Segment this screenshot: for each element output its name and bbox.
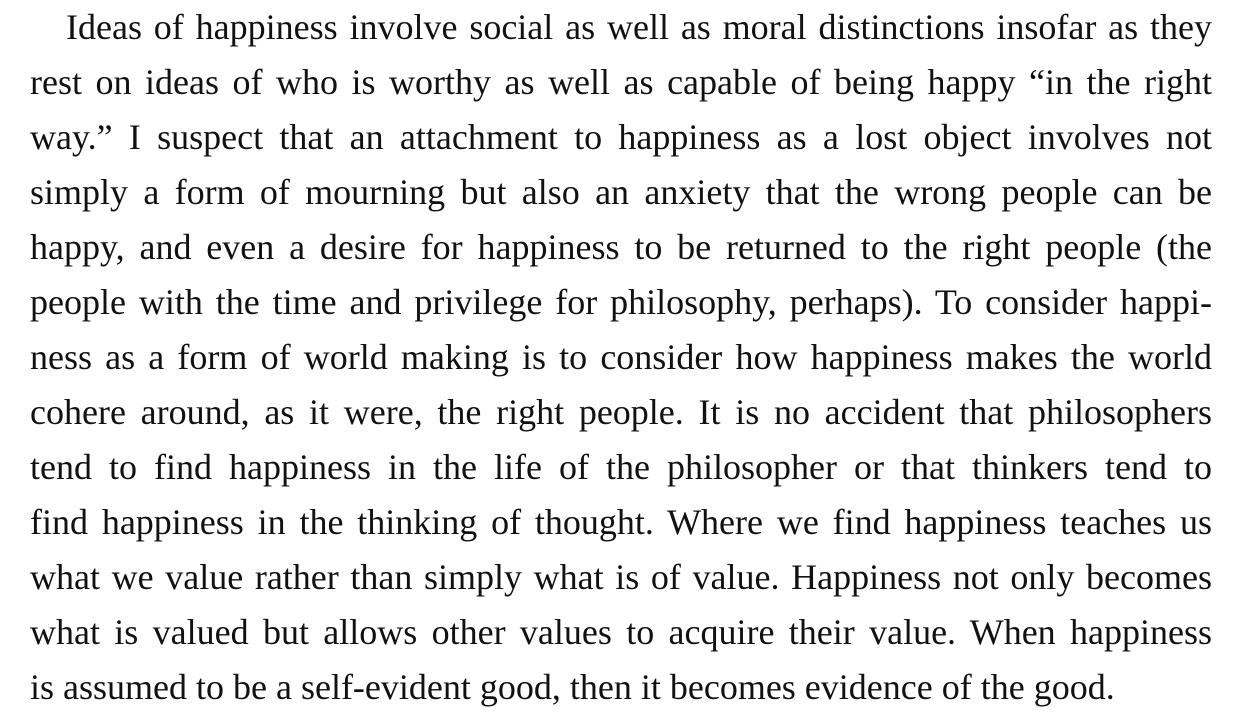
paragraph-line-6: people with the time and privilege for philosophy, perhaps). To consider happi- bbox=[30, 282, 1212, 322]
document-page bbox=[30, 0, 1220, 718]
paragraph-line-9: tend to find happiness in the life of the philosopher or that thinkers tend to bbox=[30, 447, 1212, 487]
paragraph-line-8: cohere around, as it were, the right people. It is no accident that philosophers bbox=[30, 392, 1212, 432]
paragraph-line-3: way.” I suspect that an attachment to happiness as a lost object involves not bbox=[30, 117, 1212, 157]
paragraph-line-1: Ideas of happiness involve social as well as moral distinctions insofar as they bbox=[66, 7, 1212, 47]
paragraph-line-13: is assumed to be a self-evident good, then it becomes evidence of the good. bbox=[30, 667, 1115, 707]
paragraph-line-10: find happiness in the thinking of thought. Where we find happiness teaches us bbox=[30, 502, 1212, 542]
paragraph-line-7: ness as a form of world making is to consider how happiness makes the world bbox=[30, 337, 1212, 377]
paragraph-line-12: what is valued but allows other values to acquire their value. When happiness bbox=[30, 612, 1212, 652]
paragraph-line-2: rest on ideas of who is worthy as well as capable of being happy “in the right bbox=[30, 62, 1212, 102]
paragraph-line-4: simply a form of mourning but also an anxiety that the wrong people can be bbox=[30, 172, 1212, 212]
paragraph-line-11: what we value rather than simply what is of value. Happiness not only becomes bbox=[30, 557, 1212, 597]
paragraph-line-5: happy, and even a desire for happiness to be returned to the right people (the bbox=[30, 227, 1212, 267]
